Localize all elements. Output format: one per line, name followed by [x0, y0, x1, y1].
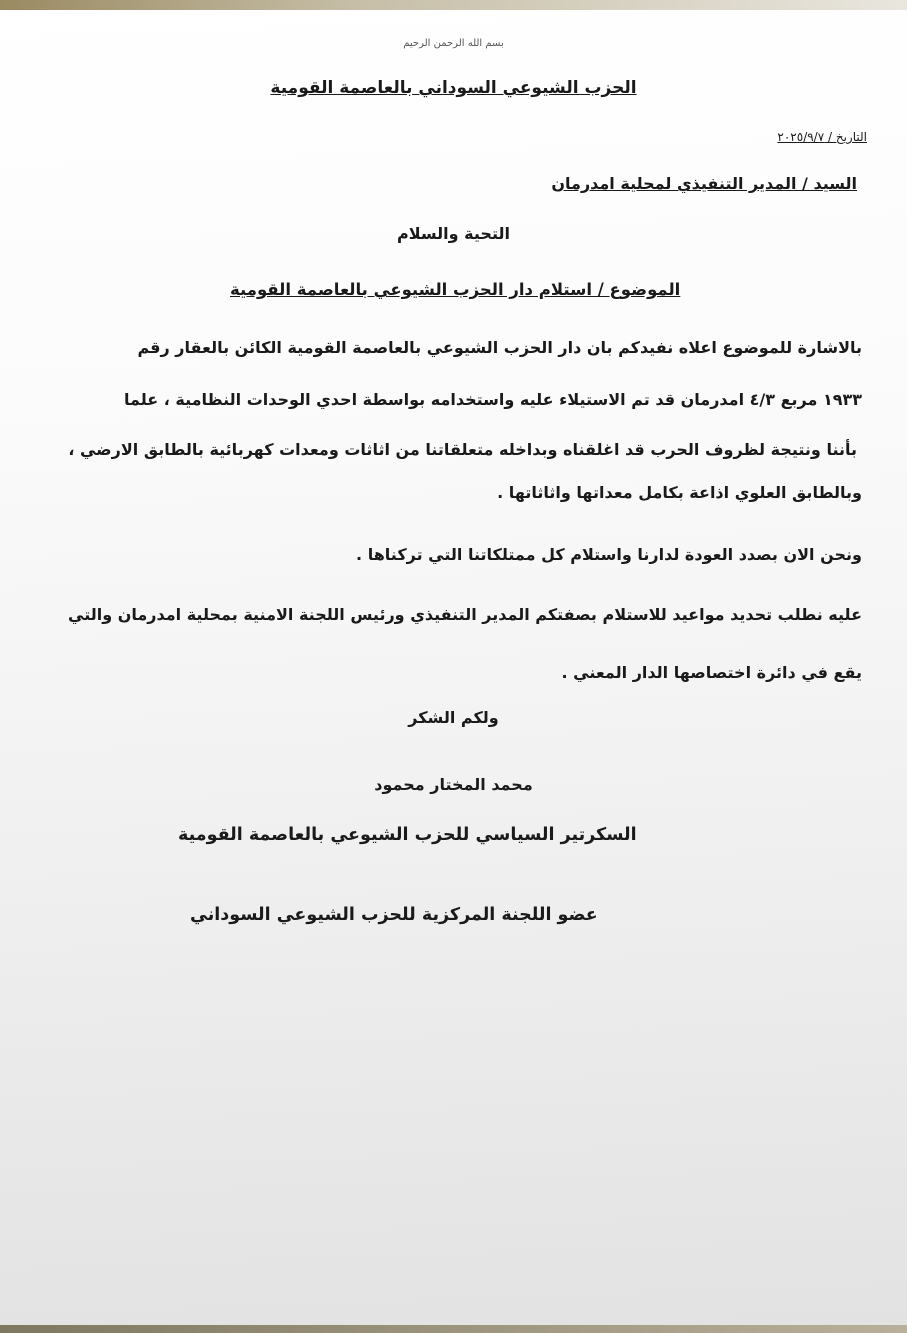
letter-date: التاريخ / ٢٠٢٥/٩/٧: [777, 130, 867, 144]
body-line: عليه نطلب تحديد مواعيد للاستلام بصفتكم المدير التنفيذي ورئيس اللجنة الامنية بمحلية امدرمان والتي: [68, 605, 862, 624]
closing: ولكم الشكر: [408, 708, 499, 727]
basmala: بسم الله الرحمن الرحيم: [403, 38, 504, 49]
greeting: التحية والسلام: [397, 224, 510, 243]
body-line: ونحن الان بصدد العودة لدارنا واستلام كل ممتلكاتنا التي تركناها .: [356, 545, 862, 564]
body-line: وبالطابق العلوي اذاعة بكامل معداتها واثاثاتها .: [497, 483, 862, 502]
letterhead: الحزب الشيوعي السوداني بالعاصمة القومية: [270, 78, 637, 98]
body-line: ١٩٣٣ مربع ٤/٣ امدرمان قد تم الاستيلاء عليه واستخدامه بواسطة احدي الوحدات النظامية ، علما: [123, 390, 862, 409]
page-top-edge: [0, 0, 907, 10]
signer-title-2: عضو اللجنة المركزية للحزب الشيوعي السوداني: [190, 905, 598, 925]
addressee: السيد / المدير التنفيذي لمحلية امدرمان: [551, 174, 857, 193]
subject-line: الموضوع / استلام دار الحزب الشيوعي بالعاصمة القومية: [230, 280, 681, 299]
body-line: بأننا ونتيجة لظروف الحرب قد اغلقناه وبداخله متعلقاتنا من اثاثات ومعدات كهربائية بالطابق الارضي ،: [68, 440, 857, 459]
signer-name: محمد المختار محمود: [374, 775, 533, 794]
body-line: بالاشارة للموضوع اعلاه نفيدكم بان دار الحزب الشيوعي بالعاصمة القومية الكائن بالعقار رقم: [137, 338, 862, 357]
body-line: يقع في دائرة اختصاصها الدار المعني .: [561, 663, 862, 682]
page-bottom-edge: [0, 1325, 907, 1333]
signer-title-1: السكرتير السياسي للحزب الشيوعي بالعاصمة القومية: [178, 825, 637, 845]
